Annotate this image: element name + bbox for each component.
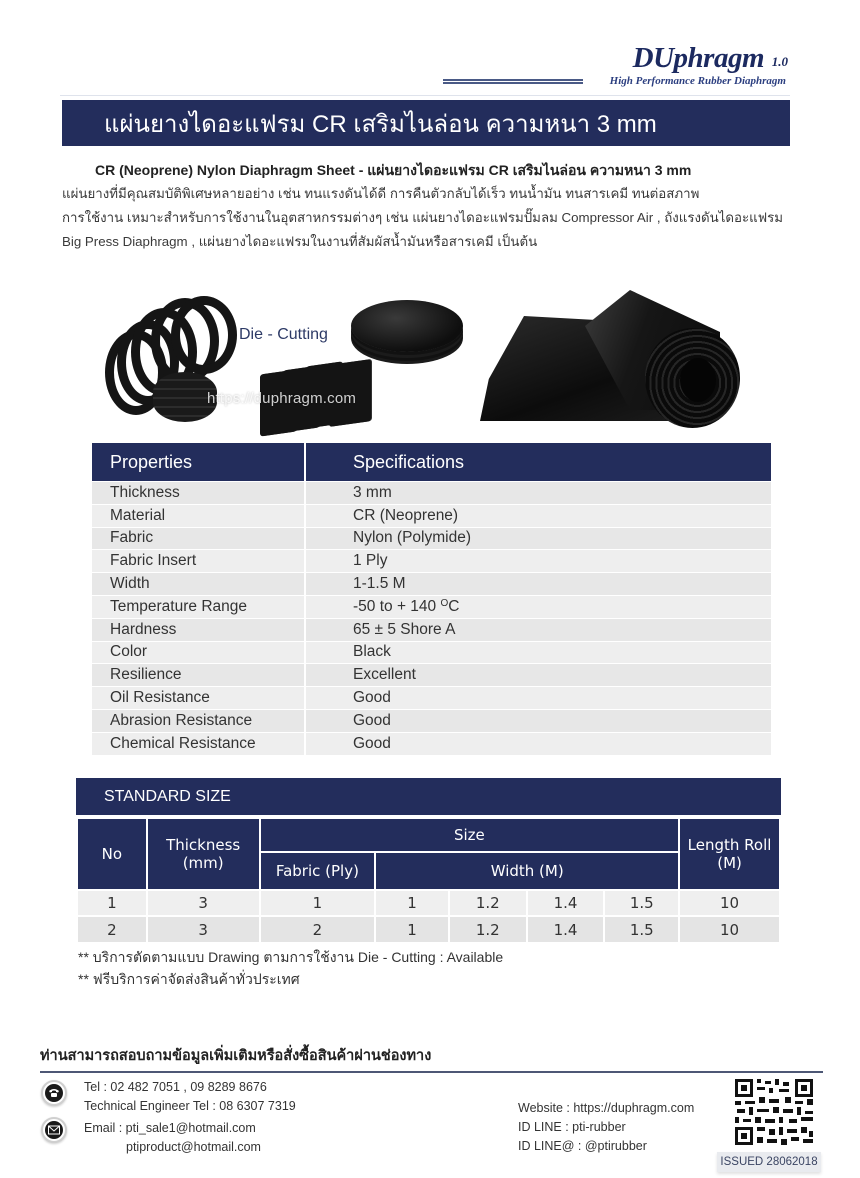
cell-width: 1 [375, 916, 449, 942]
qr-code-icon [733, 1077, 815, 1147]
intro-section [62, 158, 792, 254]
watermark: https://duphragm.com [207, 390, 357, 407]
cell-fabric: 1 [260, 890, 376, 916]
property-value: Good [306, 710, 771, 732]
note-item: ** บริการตัดตามแบบ Drawing ตามการใช้งาน Die - Cutting : Available [78, 949, 504, 965]
note-item: ** ฟรีบริการค่าจัดส่งสินค้าทั่วประเทศ [78, 971, 300, 987]
property-name: Material [92, 505, 306, 527]
tech-tel: Technical Engineer Tel : 08 6307 7319 [84, 1099, 296, 1113]
cell-width: 1.5 [604, 916, 679, 942]
cell-width: 1.2 [449, 890, 527, 916]
logo-version: 1.0 [771, 54, 788, 69]
degree-mark: O [440, 598, 449, 610]
issued-badge: ISSUED 28062018 [717, 1152, 821, 1172]
tel: Tel : 02 482 7051 , 09 8289 8676 [84, 1080, 267, 1094]
logo-rule [443, 79, 583, 84]
properties-header [92, 443, 771, 481]
header-fabric: Fabric (Ply) [260, 852, 376, 890]
header-thickness [147, 818, 260, 890]
table-row [92, 527, 771, 550]
table-row [92, 595, 771, 618]
table-row [92, 572, 771, 595]
cell-length: 10 [679, 890, 780, 916]
brand-logo [580, 42, 790, 92]
property-value: Black [306, 642, 771, 664]
property-value: 1 Ply [306, 550, 771, 572]
header-size: Size [260, 818, 680, 852]
property-name: Thickness [92, 482, 306, 504]
header-specifications: Specifications [353, 451, 465, 472]
website-link[interactable]: Website : https://duphragm.com [518, 1101, 695, 1115]
property-name: Hardness [92, 619, 306, 641]
property-value: Nylon (Polymide) [306, 528, 771, 550]
logo-tagline: High Performance Rubber Diaphragm [609, 75, 786, 87]
temperature-value: -50 to + 140 [353, 597, 437, 615]
property-name: Oil Resistance [92, 687, 306, 709]
cell-no: 1 [77, 890, 147, 916]
product-images [95, 290, 785, 430]
die-cutting-image [95, 290, 475, 430]
table-row [77, 890, 780, 916]
property-value: CR (Neoprene) [306, 505, 771, 527]
line-id: ID LINE : pti-rubber [518, 1120, 626, 1134]
cell-thickness: 3 [147, 916, 260, 942]
property-value: 1-1.5 M [306, 573, 771, 595]
round-diaphragm-icon [351, 300, 463, 352]
intro-line: แผ่นยางที่มีคุณสมบัติพิเศษหลายอย่าง เช่น ทนแรงดันได้ดี การคืนตัวกลับได้เร็ว ทนน้ำมัน ทนสารเคมี ทนต่อสภาพ [62, 186, 700, 201]
cell-width: 1.5 [604, 890, 679, 916]
line-at-id: ID LINE@ : @ptirubber [518, 1139, 647, 1153]
thickness-unit: (mm) [182, 854, 224, 872]
length-unit: (M) [717, 854, 742, 872]
page-title: แผ่นยางไดอะแฟรม CR เสริมไนล่อน ความหนา 3 mm [104, 110, 657, 138]
property-value: 65 ± 5 Shore A [306, 619, 771, 641]
email-primary[interactable]: Email : pti_sale1@hotmail.com [84, 1121, 256, 1135]
email-secondary[interactable]: ptiproduct@hotmail.com [126, 1140, 261, 1154]
cell-width: 1.4 [527, 890, 605, 916]
phone-contact [84, 1078, 296, 1116]
cell-width: 1.4 [527, 916, 605, 942]
divider [40, 1071, 823, 1073]
cell-thickness: 3 [147, 890, 260, 916]
temperature-unit: C [448, 597, 460, 615]
properties-body [92, 481, 771, 755]
roll-core [680, 358, 716, 402]
property-name: Fabric Insert [92, 550, 306, 572]
table-row [92, 504, 771, 527]
thickness-label: Thickness [166, 836, 241, 854]
email-contact [84, 1119, 261, 1157]
property-name: Fabric [92, 528, 306, 550]
standard-size-section [76, 778, 781, 942]
cell-fabric: 2 [260, 916, 376, 942]
table-row [92, 663, 771, 686]
property-value: 3 mm [306, 482, 771, 504]
standard-size-table [76, 817, 781, 942]
rubber-roll-image [480, 290, 785, 430]
mail-icon [41, 1117, 67, 1143]
header-no: No [77, 818, 147, 890]
web-contact [518, 1099, 694, 1156]
property-value: Good [306, 733, 771, 755]
header-length-roll [679, 818, 780, 890]
table-row [92, 481, 771, 504]
intro-line: การใช้งาน เหมาะสำหรับการใช้งานในอุตสาหกรรมต่างๆ เช่น แผ่นยางไดอะแฟรมปั๊มลม Compressor Air , ถังแรงดันไดอะแฟรม [62, 210, 784, 225]
length-label: Length Roll [687, 836, 772, 854]
table-row [92, 549, 771, 572]
cell-no: 2 [77, 916, 147, 942]
contact-heading: ท่านสามารถสอบถามข้อมูลเพิ่มเติมหรือสั่งซื้อสินค้าผ่านช่องทาง [40, 1048, 432, 1064]
intro-headline: CR (Neoprene) Nylon Diaphragm Sheet - แผ่นยางไดอะแฟรม CR เสริมไนล่อน ความหนา 3 mm [95, 162, 692, 178]
property-name: Width [92, 573, 306, 595]
table-row [92, 618, 771, 641]
title-banner [62, 100, 790, 146]
property-name: Temperature Range [92, 596, 306, 618]
property-name: Abrasion Resistance [92, 710, 306, 732]
table-row [92, 641, 771, 664]
divider [60, 95, 790, 96]
header-properties: Properties [92, 443, 306, 481]
intro-line: Big Press Diaphragm , แผ่นยางไดอะแฟรมในงานที่สัมผัสน้ำมันหรือสารเคมี เป็นต้น [62, 234, 538, 249]
cell-width: 1.2 [449, 916, 527, 942]
logo-brand: DUphragm [632, 42, 764, 74]
property-value: Excellent [306, 664, 771, 686]
cell-length: 10 [679, 916, 780, 942]
property-name: Chemical Resistance [92, 733, 306, 755]
table-row [77, 916, 780, 942]
standard-size-title: STANDARD SIZE [76, 778, 781, 815]
property-value: Good [306, 687, 771, 709]
gasket-ring-icon [171, 296, 237, 374]
property-value [306, 596, 771, 618]
table-row [92, 686, 771, 709]
property-name: Color [92, 642, 306, 664]
header-width: Width (M) [375, 852, 679, 890]
die-cutting-label: Die - Cutting [239, 326, 328, 343]
notes [78, 946, 503, 990]
phone-icon [41, 1080, 67, 1106]
property-name: Resilience [92, 664, 306, 686]
table-row [92, 732, 771, 755]
table-row [92, 709, 771, 732]
properties-table [92, 443, 771, 755]
cell-width: 1 [375, 890, 449, 916]
